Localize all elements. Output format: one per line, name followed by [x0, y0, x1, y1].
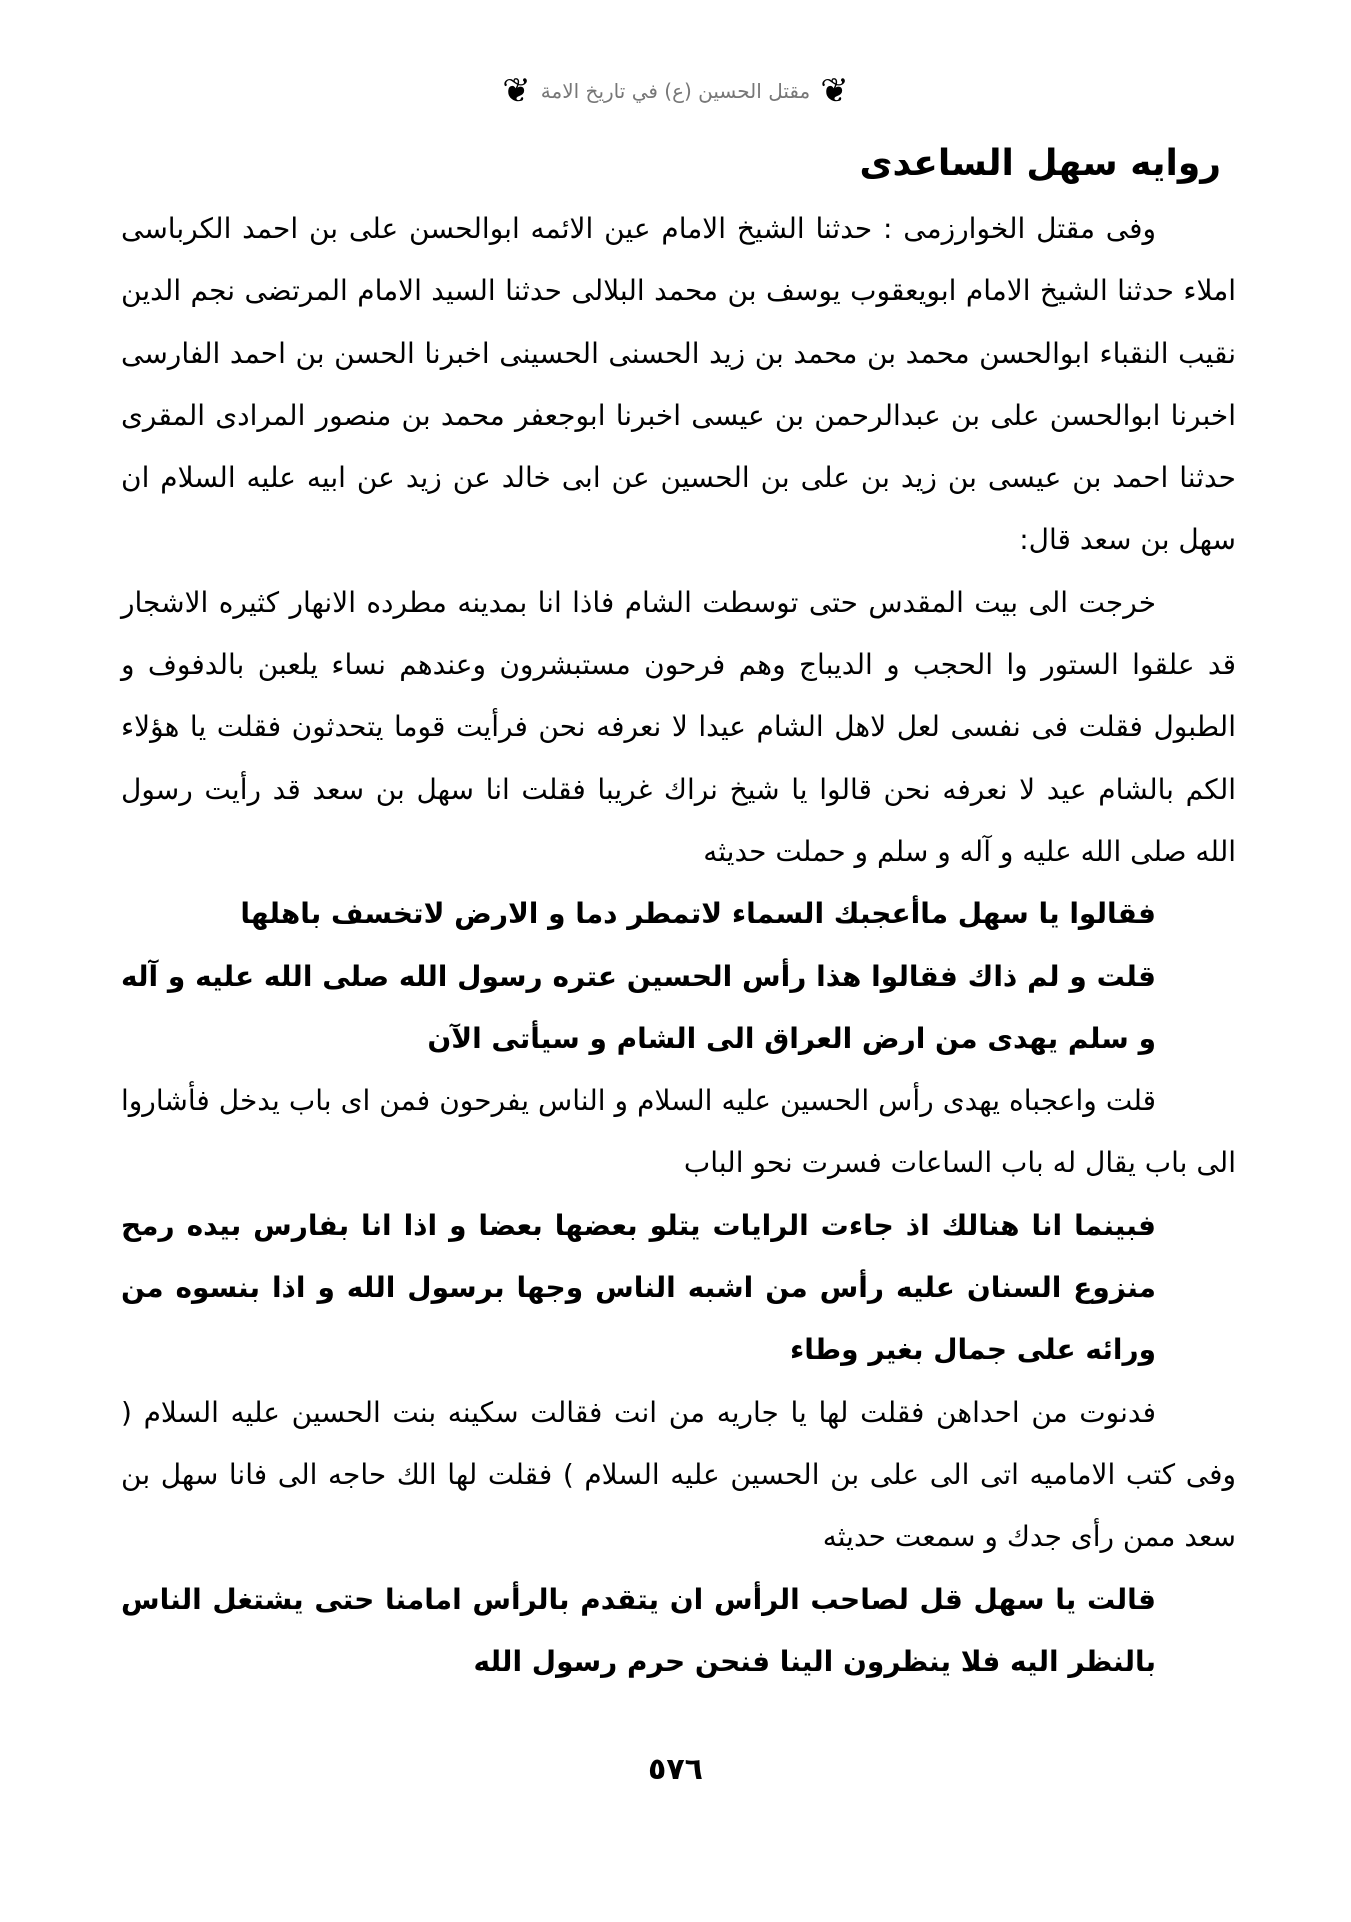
paragraph-isnad: وفى مقتل الخوارزمى : حدثنا الشيخ الامام عين الائمه ابوالحسن على بن احمد الكرباسى املاء حدثنا الشيخ الامام ابويعقوب يوسف بن محمد البلالى حدثنا السيد الامام المرتضى نجم الدين نقيب النقباء ابوالحسن محمد بن محمد بن زيد الحسنى الحسينى اخبرنا الحسن بن احمد الفارسى اخبرنا ابوالحسن على بن عبدالرحمن بن عيسى اخبرنا ابوجعفر محمد بن منصور المرادى المقرى حدثنا احمد بن عيسى بن زيد بن على بن الحسين عن ابى خالد عن زيد عن ابيه عليه السلام ان سهل بن سعد قال:: [121, 212, 1236, 557]
paragraph-head-explanation: قلت و لم ذاك فقالوا هذا رأس الحسين عتره رسول الله صلى الله عليه و آله و سلم يهدى من ارض العراق الى الشام و سيأتى الآن: [121, 959, 1156, 1055]
section-title: روايه سهل الساعدى: [859, 143, 1221, 184]
body-text: [121, 198, 1236, 1693]
running-title: مقتل الحسين (ع) في تاريخ الامة: [540, 79, 811, 103]
running-header: [0, 68, 1351, 114]
ornament-left-icon: ❦: [502, 71, 531, 111]
paragraph-banners: فبينما انا هنالك اذ جاءت الرايات يتلو بعضها بعضا و اذا انا بفارس بيده رمح منزوع السنان عليه رأس من اشبه الناس وجها برسول الله و اذا بنسوه من ورائه على جمال بغير وطاء: [121, 1208, 1156, 1367]
paragraph-which-gate: قلت واعجباه يهدى رأس الحسين عليه السلام و الناس يفرحون فمن اى باب يدخل فأشاروا الى باب يقال له باب الساعات فسرت نحو الباب: [121, 1084, 1236, 1180]
paragraph-request: قالت يا سهل قل لصاحب الرأس ان يتقدم بالرأس امامنا حتى يشتغل الناس بالنظر اليه فلا ينظرون الينا فنحن حرم رسول الله: [121, 1582, 1156, 1678]
paragraph-people-reply: فقالوا يا سهل ماأعجبك السماء لاتمطر دما و الارض لاتخسف باهلها: [240, 897, 1156, 931]
page-number: ٥٧٦: [648, 1752, 703, 1787]
paragraph-journey: خرجت الى بيت المقدس حتى توسطت الشام فاذا انا بمدينه مطرده الانهار كثيره الاشجار قد علقوا الستور وا الحجب و الديباج وهم فرحون مستبشرون وعندهم نساء يلعبن بالدفوف و الطبول فقلت فى نفسى لعل لاهل الشام عيدا لا نعرفه نحن فرأيت قوما يتحدثون فقلت يا هؤلاء الكم بالشام عيد لا نعرفه نحن قالوا يا شيخ نراك غريبا فقلت انا سهل بن سعد قد رأيت رسول الله صلى الله عليه و آله و سلم و حملت حديثه: [121, 585, 1236, 868]
paragraph-sakina: فدنوت من احداهن فقلت لها يا جاريه من انت فقالت سكينه بنت الحسين عليه السلام ( وفى كتب الاماميه اتى الى على بن الحسين عليه السلام ) فقلت لها الك حاجه الى فانا سهل بن سعد ممن رأى جدك و سمعت حديثه: [121, 1395, 1236, 1554]
ornament-right-icon: ❦: [820, 71, 849, 111]
